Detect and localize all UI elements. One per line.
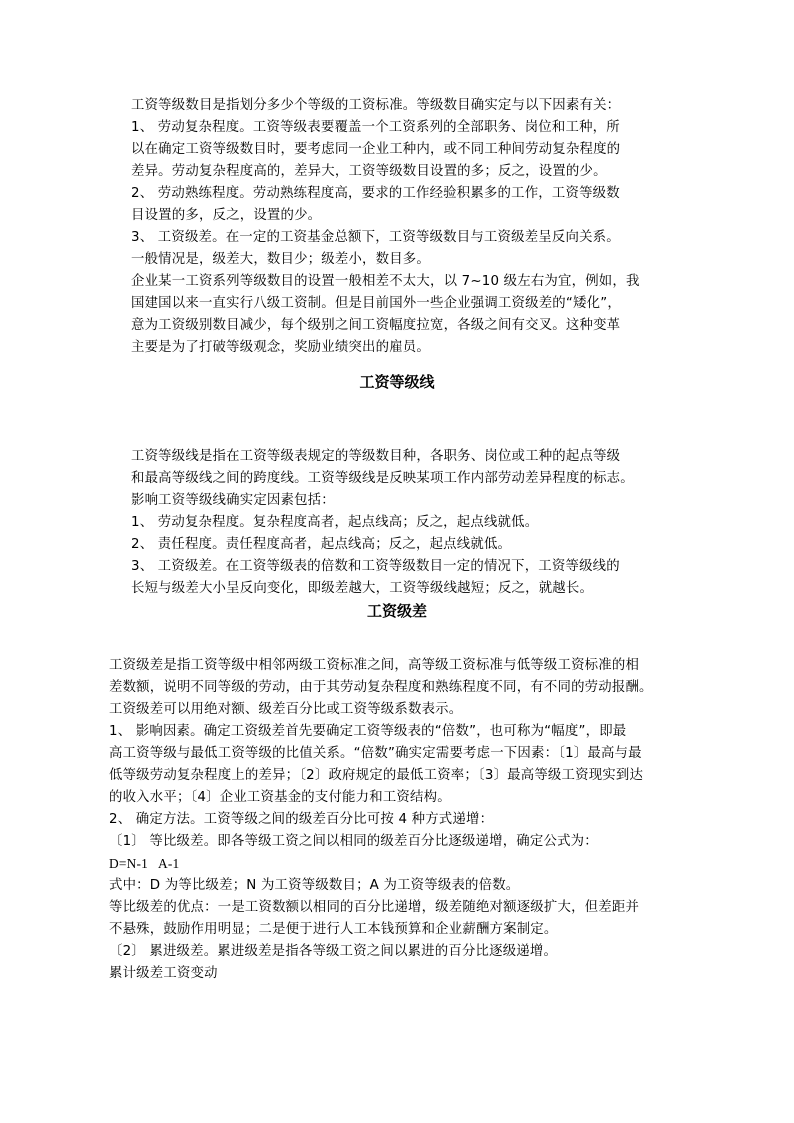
paragraph-line: 1、 劳动复杂程度。复杂程度高者，起点线高；反之，起点线就低。 <box>131 515 539 530</box>
paragraph-line: 和最高等级线之间的跨度线。工资等级线是反映某项工作内部劳动差异程度的标志。 <box>131 471 634 486</box>
paragraph-line: 意为工资级别数目减少，每个级别之间工资幅度拉宽，各级之间有交叉。这种变革 <box>131 318 621 333</box>
paragraph-line: 影响工资等级线确实定因素包括： <box>131 493 335 508</box>
paragraph-line: 累计级差工资变动 <box>109 966 218 981</box>
paragraph-line: 的收入水平；〔4〕企业工资基金的支付能力和工资结构。 <box>109 790 451 805</box>
paragraph-line: 2、 劳动熟练程度。劳动熟练程度高，要求的工作经验积累多的工作，工资等级数 <box>131 186 620 201</box>
paragraph-line: 一般情况是，级差大，数目少；级差小，数目多。 <box>131 252 430 267</box>
paragraph-line: 目设置的多，反之，设置的少。 <box>131 208 322 223</box>
paragraph-line: 〔1〕 等比级差。即各等级工资之间以相同的级差百分比逐级递增，确定公式为： <box>109 834 598 849</box>
paragraph-line: 工资等级线是指在工资等级表规定的等级数目种，各职务、岗位或工种的起点等级 <box>131 449 621 464</box>
paragraph-line: 3、 工资级差。在一定的工资基金总额下，工资等级数目与工资级差呈反向关系。 <box>131 230 620 245</box>
paragraph-line: 以在确定工资等级数目时，要考虑同一企业工种内，或不同工种间劳动复杂程度的 <box>131 142 621 157</box>
paragraph-line: 不悬殊，鼓励作用明显；二是便于进行人工本钱预算和企业薪酬方案制定。 <box>109 922 558 937</box>
paragraph-line: 3、 工资级差。在工资等级表的倍数和工资等级数目一定的情况下，工资等级线的 <box>131 559 620 574</box>
paragraph-line: 工资级差可以用绝对额、级差百分比或工资等级系数表示。 <box>109 702 463 717</box>
paragraph-line: 高工资等级与最低工资等级的比值关系。“倍数”确实定需要考虑一下因素：〔1〕最高与最 <box>109 746 642 761</box>
paragraph-line: 差异。劳动复杂程度高的，差异大，工资等级数目设置的多；反之，设置的少。 <box>131 164 607 179</box>
paragraph-line: 工资级差是指工资等级中相邻两级工资标准之间，高等级工资标准与低等级工资标准的相 <box>109 658 640 673</box>
paragraph-line: 1、 影响因素。确定工资级差首先要确定工资等级表的“倍数”，也可称为“幅度”，即最 <box>109 724 627 739</box>
paragraph-line: 差数额，说明不同等级的劳动，由于其劳动复杂程度和熟练程度不同，有不同的劳动报酬。 <box>109 680 653 695</box>
paragraph-line: 长短与级差大小呈反向变化，即级差越大，工资等级线越短；反之，就越长。 <box>131 581 594 596</box>
formula-line: D=N-1 A-1 <box>109 856 180 871</box>
paragraph-line: 〔2〕 累进级差。累进级差是指各等级工资之间以累进的百分比逐级递增。 <box>109 944 558 959</box>
paragraph-line: 等比级差的优点：一是工资数额以相同的百分比递增，级差随绝对额逐级扩大，但差距并 <box>109 900 640 915</box>
paragraph-line: 2、 确定方法。工资等级之间的级差百分比可按 4 种方式递增： <box>109 812 494 827</box>
section-title-grade-line: 工资等级线 <box>359 373 435 391</box>
paragraph-line: 国建国以来一直实行八级工资制。但是目前国外一些企业强调工资级差的“矮化”， <box>131 296 621 311</box>
paragraph-line: 主要是为了打破等级观念，奖励业绩突出的雇员。 <box>131 340 430 355</box>
paragraph-line: 1、 劳动复杂程度。工资等级表要覆盖一个工资系列的全部职务、岗位和工种，所 <box>131 120 620 135</box>
paragraph-line: 工资等级数目是指划分多少个等级的工资标准。等级数目确实定与以下因素有关： <box>131 98 621 113</box>
paragraph-line: 式中：D 为等比级差；N 为工资等级数目；A 为工资等级表的倍数。 <box>109 878 520 893</box>
paragraph-line: 企业某一工资系列等级数目的设置一般相差不太大，以 7~10 级左右为宜，例如，我 <box>131 274 640 289</box>
paragraph-line: 2、 责任程度。责任程度高者，起点线高；反之，起点线就低。 <box>131 537 512 552</box>
paragraph-line: 低等级劳动复杂程度上的差异；〔2〕政府规定的最低工资率；〔3〕最高等级工资现实到达 <box>109 768 644 783</box>
section-title-wage-differential: 工资级差 <box>366 602 427 620</box>
